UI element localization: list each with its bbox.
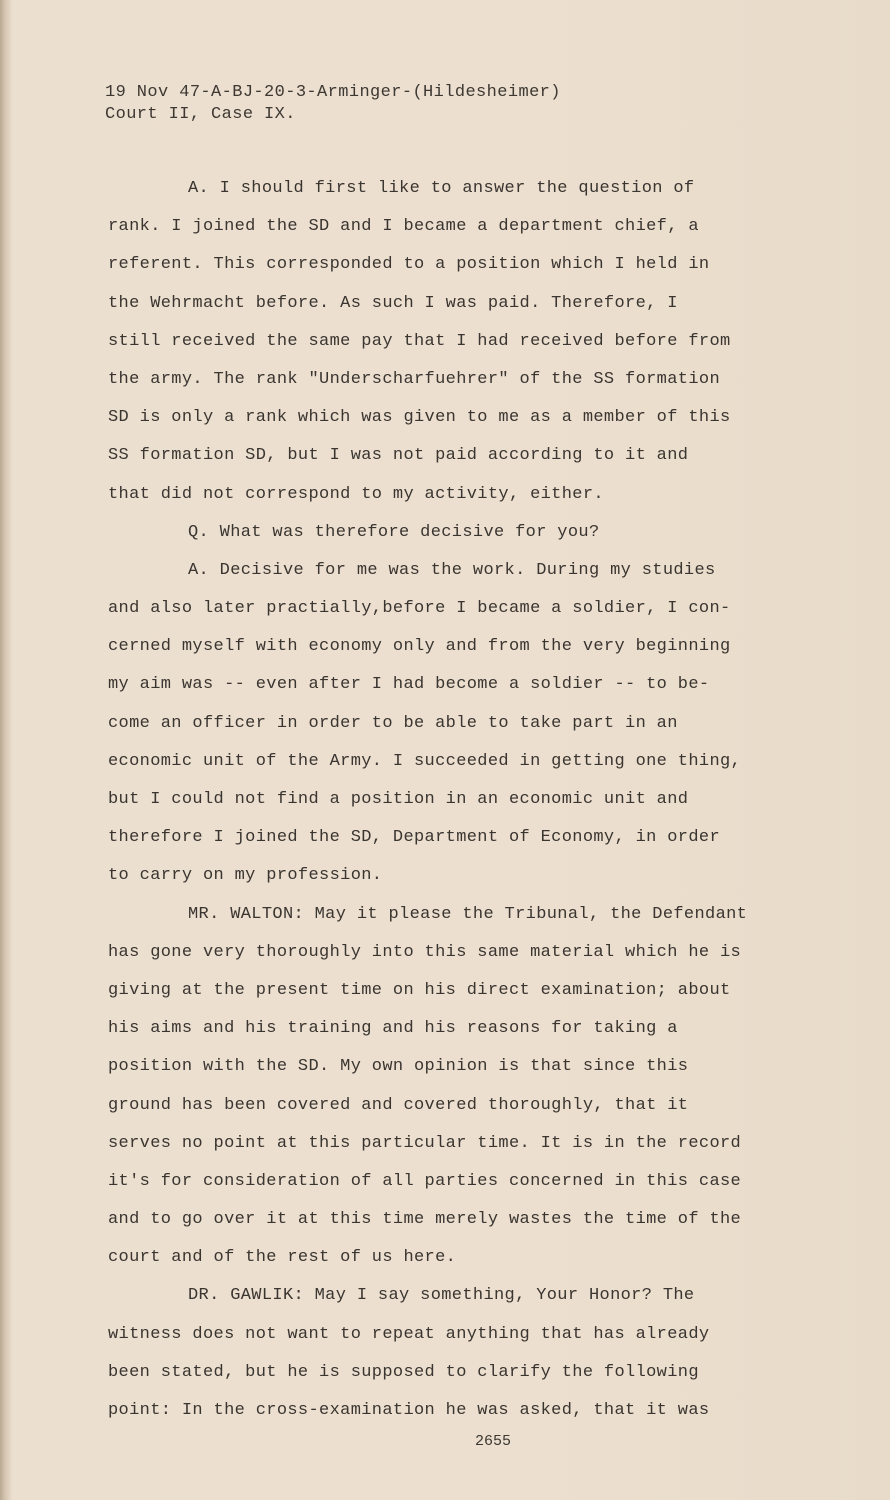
transcript-line: A. I should first like to answer the question of [188, 179, 695, 198]
transcript-line: his aims and his training and his reasons for taking a [108, 1019, 678, 1039]
transcript-line: A. Decisive for me was the work. During my studies [188, 560, 716, 580]
transcript-line: therefore I joined the SD, Department of Economy, in order [108, 828, 720, 848]
transcript-line: and to go over it at this time merely wastes the time of the [108, 1210, 742, 1230]
transcript-line: the army. The rank "Underscharfuehrer" of the SS formation [108, 369, 720, 389]
transcript-body [108, 170, 828, 1430]
transcript-line: cerned myself with economy only and from the very beginning [108, 637, 731, 657]
transcript-line: it's for consideration of all parties concerned in this case [108, 1171, 742, 1191]
transcript-line: point: In the cross-examination he was asked, that it was [108, 1401, 710, 1420]
transcript-line: SS formation SD, but I was not paid according to it and [108, 446, 689, 466]
page-number: 2655 [475, 1433, 512, 1450]
transcript-line: referent. This corresponded to a position which I held in [108, 255, 710, 275]
transcript-line: been stated, but he is supposed to clarify the following [108, 1362, 699, 1382]
transcript-line: rank. I joined the SD and I became a department chief, a [108, 217, 699, 237]
transcript-line: still received the same pay that I had received before from [108, 331, 731, 351]
transcript-line: but I could not find a position in an economic unit and [108, 790, 689, 809]
transcript-line: witness does not want to repeat anything that has already [108, 1324, 710, 1344]
transcript-line: come an officer in order to be able to take part in an [108, 713, 678, 733]
header-court-line: Court II, Case IX. [105, 105, 296, 124]
page-binding-edge [0, 0, 12, 1500]
transcript-line: economic unit of the Army. I succeeded in getting one thing, [108, 751, 742, 771]
transcript-line: my aim was -- even after I had become a soldier -- to be- [108, 675, 710, 695]
transcript-line: Q. What was therefore decisive for you? [188, 522, 600, 542]
transcript-line: has gone very thoroughly into this same material which he is [108, 942, 742, 962]
transcript-line: the Wehrmacht before. As such I was paid. Therefore, I [108, 293, 678, 313]
transcript-line: ground has been covered and covered thoroughly, that it [108, 1095, 689, 1115]
document-header [105, 82, 561, 126]
transcript-line: to carry on my profession. [108, 866, 383, 886]
transcript-line: SD is only a rank which was given to me as a member of this [108, 408, 731, 428]
transcript-line: serves no point at this particular time. It is in the record [108, 1133, 742, 1153]
transcript-line: that did not correspond to my activity, either. [108, 484, 604, 504]
transcript-line: giving at the present time on his direct examination; about [108, 980, 731, 1000]
transcript-line: MR. WALTON: May it please the Tribunal, the Defendant [188, 904, 748, 924]
header-reference-line: 19 Nov 47-A-BJ-20-3-Arminger-(Hildesheimer) [105, 83, 561, 102]
transcript-line: court and of the rest of us here. [108, 1248, 457, 1268]
transcript-line: and also later practially,before I became a soldier, I con- [108, 599, 731, 619]
transcript-line: DR. GAWLIK: May I say something, Your Honor? The [188, 1286, 695, 1306]
transcript-line: position with the SD. My own opinion is that since this [108, 1057, 689, 1077]
